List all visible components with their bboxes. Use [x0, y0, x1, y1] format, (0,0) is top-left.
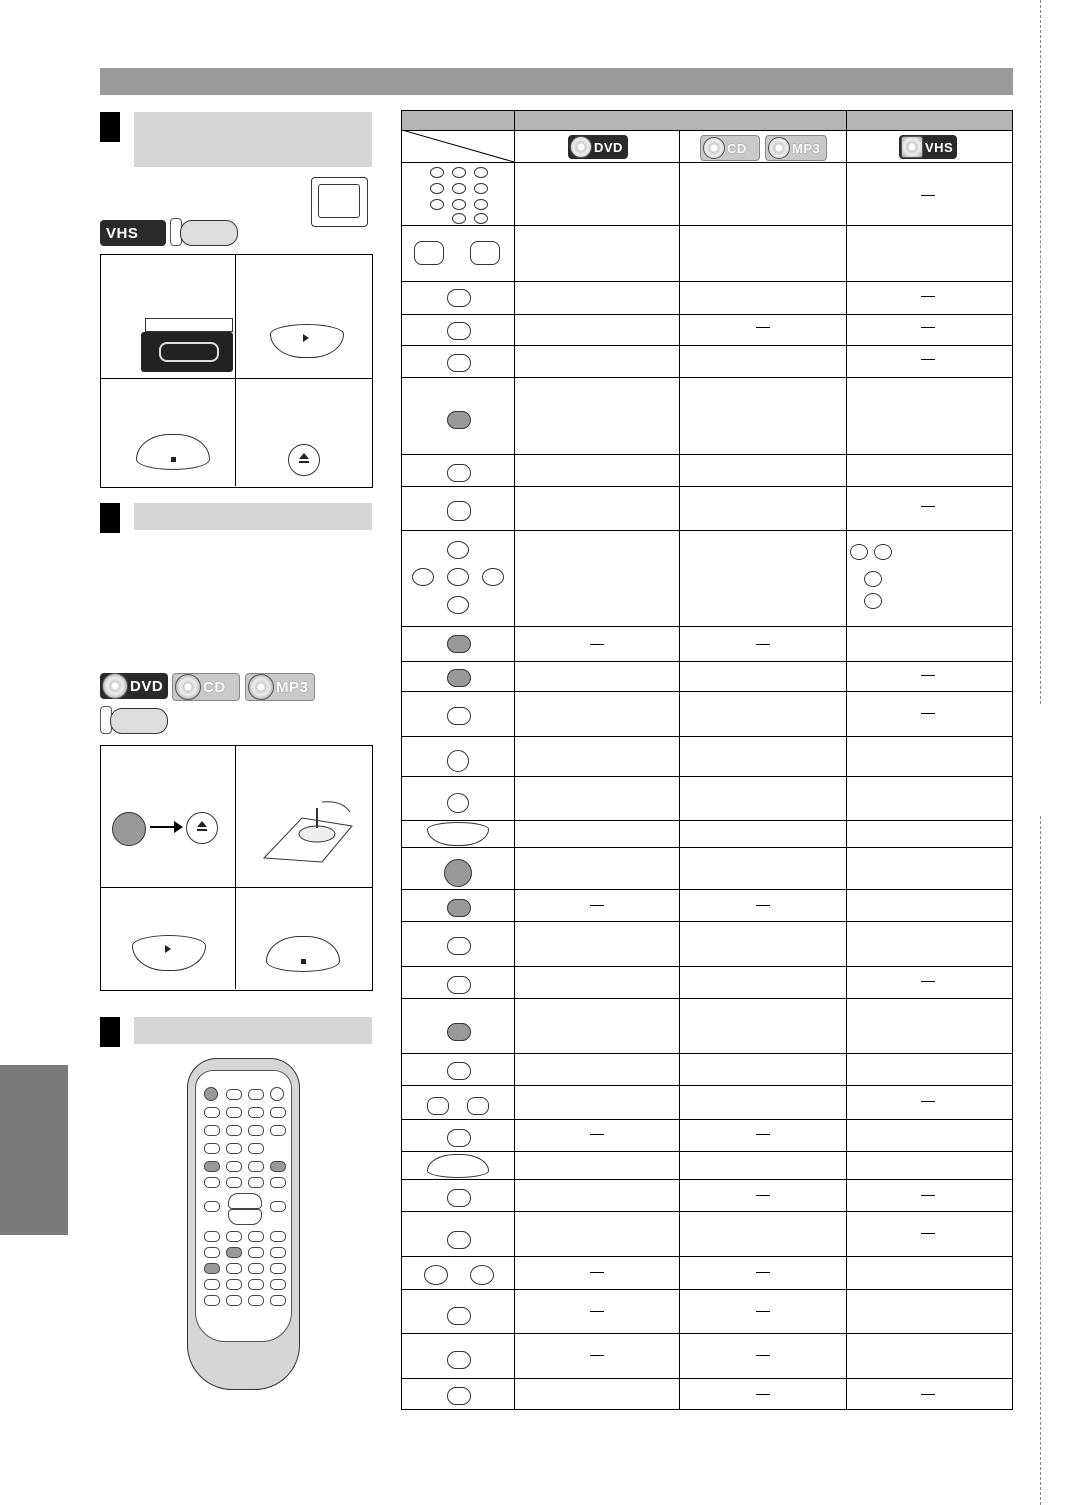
open-close-grey-icon: [112, 812, 146, 846]
eject-icon: [288, 444, 320, 476]
tv-icon: [311, 177, 368, 227]
section-title-bar-2: [134, 503, 372, 530]
table-mp3-badge: [765, 135, 827, 161]
cd-badge: [172, 673, 240, 701]
header-bar: [100, 68, 1013, 95]
grey-button-icon-row10: [447, 635, 471, 653]
return-button-icon: [447, 976, 471, 994]
step-marker-3: [100, 1017, 120, 1047]
table-vhs-label: VHS: [925, 139, 954, 155]
grey-button-icon-row11: [447, 669, 471, 687]
table-vhs-badge: [899, 135, 957, 159]
grey-button-icon-row20: [447, 1023, 471, 1041]
button-icon-row28: [447, 1307, 471, 1325]
button-icon-row12: [447, 707, 471, 725]
skip-back-icon: [427, 1097, 449, 1115]
stop-button-icon-table: [427, 1154, 489, 1178]
dvd-badge: [100, 673, 168, 699]
disc-button-icon: [447, 501, 471, 521]
vhs-badge-label: VHS: [106, 224, 139, 242]
table-header-bar: [402, 111, 1012, 130]
button-function-table: [401, 110, 1013, 1410]
table-dvd-badge: [568, 135, 628, 159]
dvd-button-icon: [110, 708, 168, 734]
table-mp3-label: MP3: [792, 140, 821, 156]
table-dvd-label: DVD: [594, 139, 623, 155]
channel-down-icon: [424, 1265, 448, 1285]
channel-up-icon: [470, 1265, 494, 1285]
table-cd-label: CD: [727, 140, 747, 156]
button-icon-row23: [447, 1129, 471, 1147]
button-icon-row26: [447, 1231, 471, 1249]
disc-tray-illustration: [262, 798, 354, 864]
cut-line-gap: [1040, 705, 1041, 815]
eject-icon-table: [447, 750, 469, 772]
step-marker-2: [100, 503, 120, 533]
pause-button-icon: [447, 793, 469, 813]
step-marker-1: [100, 112, 120, 142]
cd-badge-label: CD: [203, 678, 226, 696]
mp3-badge: [245, 673, 315, 701]
rewind-button-icon: [414, 241, 444, 265]
button-icon-row30: [447, 1387, 471, 1405]
fast-forward-button-icon: [470, 241, 500, 265]
button-icon-row21: [447, 1062, 471, 1080]
button-icon-row4: [447, 322, 471, 340]
vcr-button-icon-table: [447, 1351, 471, 1369]
arrow-icon: [150, 826, 176, 828]
grey-button-icon-row6: [447, 411, 471, 429]
vcr-button-icon: [180, 220, 238, 246]
dvd-badge-label: DVD: [130, 677, 164, 695]
open-close-icon-table: [444, 859, 472, 887]
vhs-badge: [100, 220, 166, 246]
table-cd-badge: [700, 135, 760, 161]
grey-button-icon-row17: [447, 899, 471, 917]
button-icon-row18: [447, 937, 471, 955]
section-title-bar-3: [134, 1017, 372, 1044]
vcr-slot-icon: [145, 318, 233, 332]
button-icon-row3: [447, 289, 471, 307]
display-button-icon: [447, 464, 471, 482]
side-tab: [0, 1065, 68, 1235]
button-icon-row25: [447, 1189, 471, 1207]
play-button-icon-table: [427, 822, 489, 846]
eject-icon-2: [186, 812, 218, 844]
mp3-badge-label: MP3: [276, 678, 309, 696]
skip-forward-icon: [467, 1097, 489, 1115]
cassette-icon: [141, 332, 233, 372]
audio-button-icon: [447, 354, 471, 372]
section-title-bar-1: [134, 112, 372, 167]
remote-control-face: [195, 1070, 292, 1342]
